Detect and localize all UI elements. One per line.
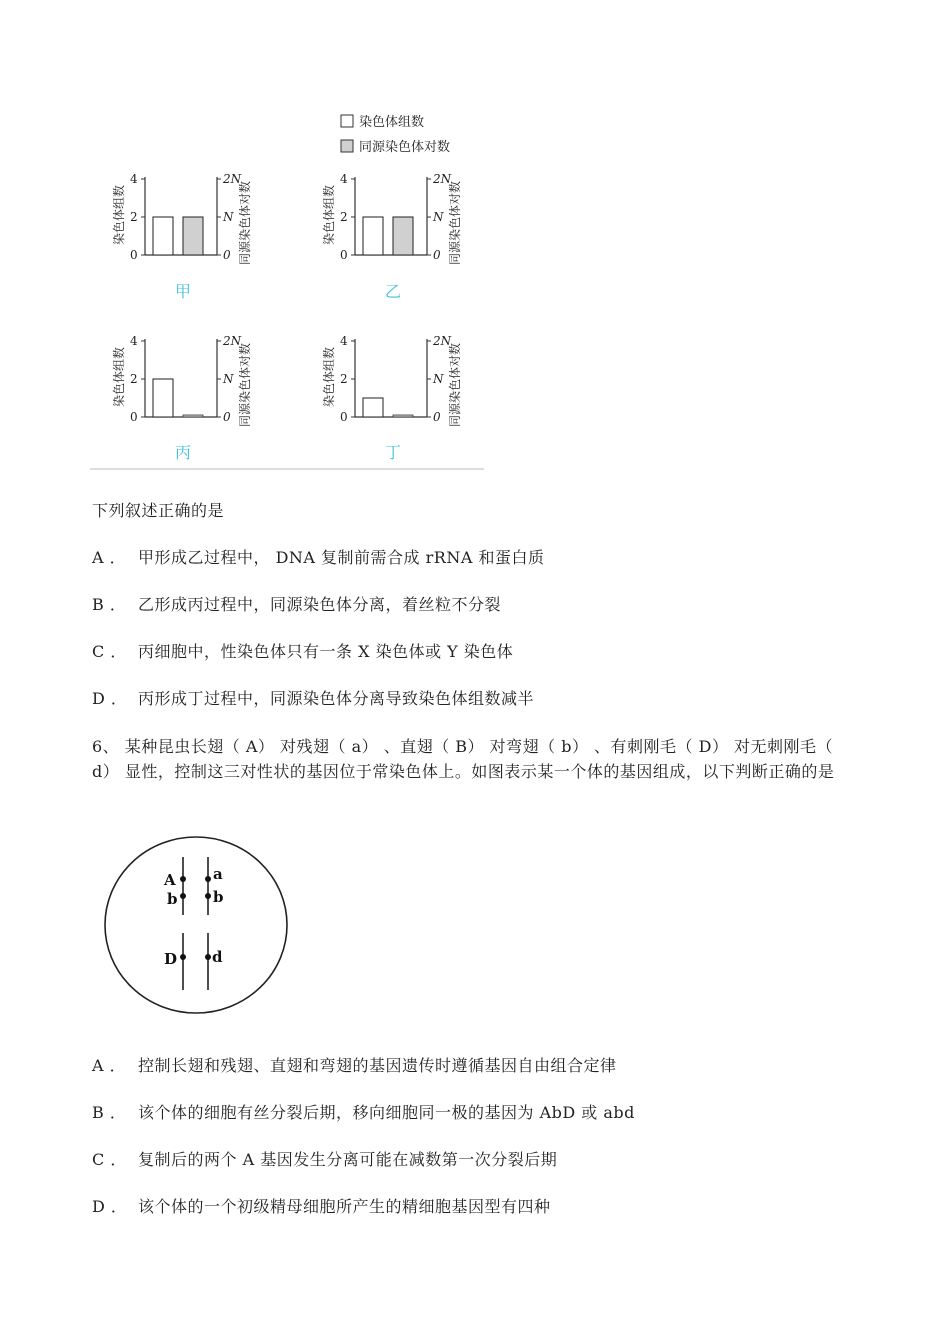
left-tick-label: 2	[130, 210, 138, 224]
chromosome-bar-figure	[0, 0, 950, 480]
option-text: 复制后的两个 A 基因发生分离可能在减数第一次分裂后期	[138, 1150, 558, 1169]
right-axis-title: 同源染色体对数	[238, 180, 252, 265]
right-axis-title: 同源染色体对数	[448, 180, 462, 265]
panel-3	[141, 339, 221, 417]
right-axis-title: 同源染色体对数	[238, 342, 252, 427]
left-tick-label: 0	[340, 410, 348, 424]
gene-label-A: A	[164, 871, 176, 889]
legend-label-pair-count: 同源染色体对数	[359, 140, 451, 155]
gene-locus-b-left	[180, 893, 186, 899]
bar-set-count	[363, 398, 383, 417]
cell-gene-diagram	[100, 835, 300, 1020]
right-tick-label: 2N	[433, 334, 452, 348]
left-tick-label: 4	[340, 334, 348, 348]
bar-set-count	[153, 379, 173, 417]
gene-locus-D	[180, 954, 186, 960]
gene-label-b-left: b	[167, 890, 178, 908]
left-tick-label: 4	[130, 172, 138, 186]
right-tick-label: 0	[433, 248, 441, 262]
gene-locus-b-right	[205, 893, 211, 899]
panel-2	[351, 177, 431, 255]
q6-option-c	[92, 1147, 557, 1170]
option-text: 丙形成丁过程中，同源染色体分离导致染色体组数减半	[138, 689, 535, 708]
option-text: 乙形成丙过程中，同源染色体分离，着丝粒不分裂	[138, 595, 502, 614]
option-letter: A ．	[92, 1056, 127, 1075]
gene-label-a: a	[213, 865, 223, 883]
legend	[341, 114, 450, 155]
left-axis-title: 染色体组数	[322, 184, 336, 245]
bar-set-count	[363, 217, 383, 255]
left-axis-title: 染色体组数	[112, 346, 126, 407]
right-tick-label: N	[223, 372, 234, 386]
left-axis-title: 染色体组数	[112, 184, 126, 245]
panel-label: 丁	[384, 443, 402, 462]
right-tick-label: 2N	[223, 172, 242, 186]
legend-label-set-count: 染色体组数	[359, 115, 425, 130]
right-axis-title: 同源染色体对数	[448, 342, 462, 427]
gene-locus-d	[205, 954, 211, 960]
option-text: 甲形成乙过程中， DNA 复制前需合成 rRNA 和蛋白质	[138, 548, 545, 567]
q5-stem: 下列叙述正确的是	[92, 501, 225, 520]
option-letter: A ．	[92, 548, 127, 567]
q5-option-c	[92, 639, 513, 662]
left-tick-label: 2	[340, 372, 348, 386]
option-text: 该个体的细胞有丝分裂后期，移向细胞同一极的基因为 AbD 或 abd	[138, 1103, 635, 1122]
gene-label-D: D	[164, 950, 178, 968]
panel-label: 丙	[174, 443, 192, 462]
gene-label-b-right: b	[213, 888, 224, 906]
option-letter: D ．	[92, 1197, 128, 1216]
bar-pair-count	[393, 415, 413, 417]
option-letter: B ．	[92, 1103, 127, 1122]
panel-label: 甲	[174, 282, 192, 301]
gene-locus-a	[205, 876, 211, 882]
q6-option-a	[92, 1053, 617, 1076]
left-tick-label: 4	[130, 334, 138, 348]
panel-4	[351, 339, 431, 417]
bar-set-count	[153, 217, 173, 255]
option-letter: C ．	[92, 642, 127, 661]
option-text: 丙细胞中，性染色体只有一条 X 染色体或 Y 染色体	[138, 642, 514, 661]
right-tick-label: N	[223, 210, 234, 224]
q6-option-b	[92, 1100, 635, 1123]
option-text: 该个体的一个初级精母细胞所产生的精细胞基因型有四种	[138, 1197, 551, 1216]
bar-pair-count	[183, 217, 203, 255]
right-tick-label: 2N	[433, 172, 452, 186]
q6-option-d	[92, 1194, 551, 1217]
option-letter: D ．	[92, 689, 128, 708]
cell-membrane	[105, 837, 287, 1013]
bar-pair-count	[183, 415, 203, 417]
left-tick-label: 2	[340, 210, 348, 224]
left-tick-label: 4	[340, 172, 348, 186]
panel-label: 乙	[384, 282, 402, 301]
panel-1	[141, 177, 221, 255]
option-letter: B ．	[92, 595, 127, 614]
q5-option-b	[92, 592, 501, 615]
gene-locus-A	[180, 876, 186, 882]
gene-label-d: d	[212, 948, 223, 966]
right-tick-label: 0	[223, 410, 231, 424]
q5-option-a	[92, 545, 544, 568]
option-text: 控制长翅和残翅、直翅和弯翅的基因遗传时遵循基因自由组合定律	[138, 1056, 617, 1075]
right-tick-label: N	[433, 372, 444, 386]
bar-pair-count	[393, 217, 413, 255]
right-tick-label: 0	[433, 410, 441, 424]
right-tick-label: 2N	[223, 334, 242, 348]
left-tick-label: 2	[130, 372, 138, 386]
legend-swatch-pair-count	[341, 140, 353, 152]
left-tick-label: 0	[130, 410, 138, 424]
left-axis-title: 染色体组数	[322, 346, 336, 407]
q6-stem: 6、 某种昆虫长翅（ A） 对残翅（ a） 、直翅（ B） 对弯翅（ b） 、有刺刚毛（ D） 对无刺刚毛（ d） 显性，控制这三对性状的基因位于常染色体上。如图表示某一个体的基因组成，以下判断正确的是	[92, 737, 835, 781]
left-tick-label: 0	[340, 248, 348, 262]
legend-swatch-set-count	[341, 115, 353, 127]
right-tick-label: 0	[223, 248, 231, 262]
right-tick-label: N	[433, 210, 444, 224]
q5-option-d	[92, 686, 534, 709]
option-letter: C ．	[92, 1150, 127, 1169]
left-tick-label: 0	[130, 248, 138, 262]
